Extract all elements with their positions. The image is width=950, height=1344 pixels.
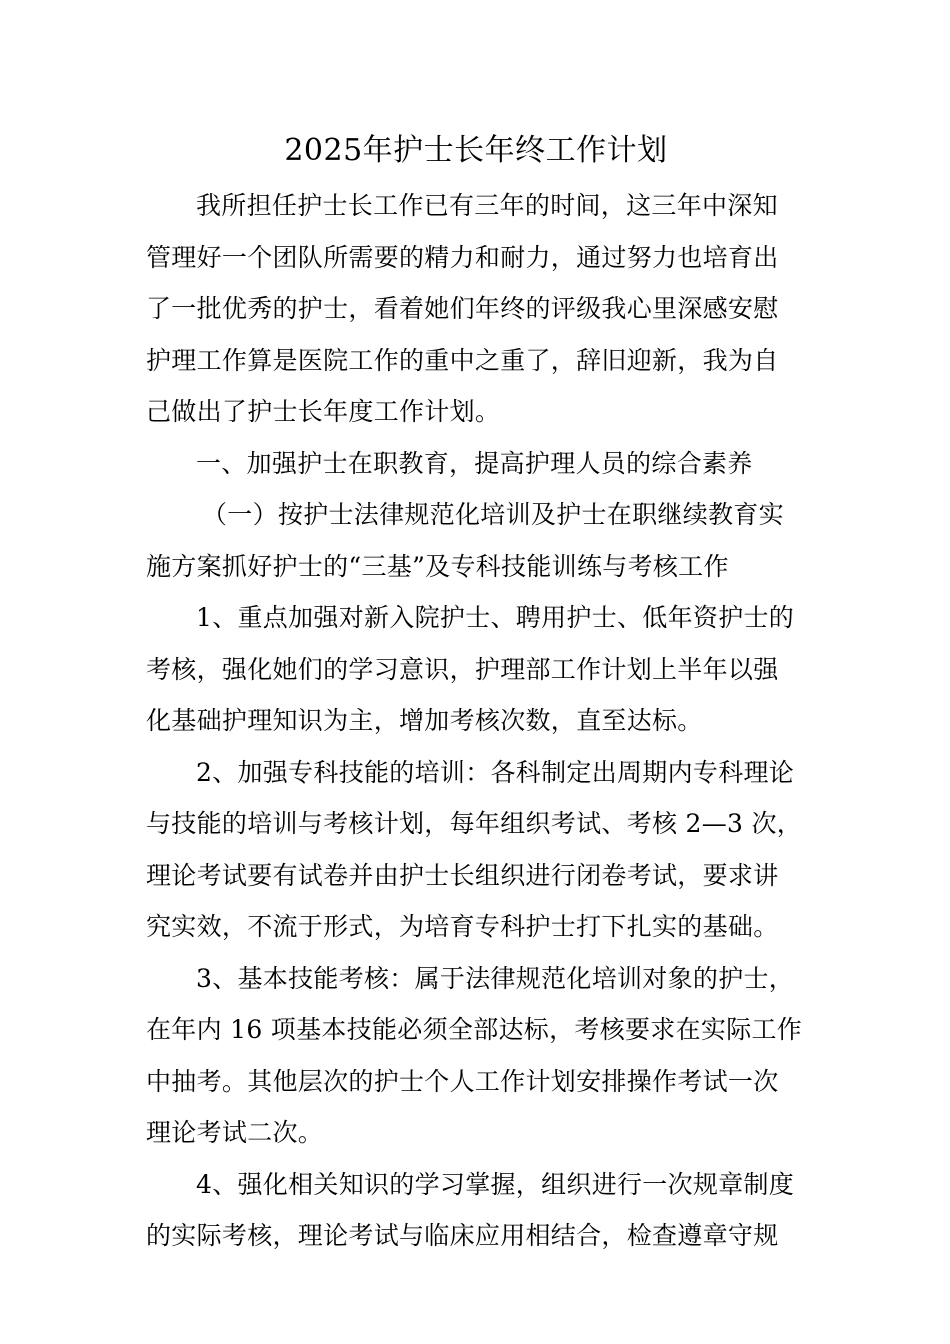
text-line: 护理工作算是医院工作的重中之重了，辞旧迎新，我为自 xyxy=(146,345,779,375)
section-heading-1 xyxy=(146,438,806,490)
text-line: 管理好一个团队所需要的精力和耐力，通过努力也培育出 xyxy=(146,242,779,272)
text-line: 1、重点加强对新入院护士、聘用护士、低年资护士的 xyxy=(196,603,795,632)
text-line: 中抽考。其他层次的护士个人工作计划安排操作考试一次 xyxy=(146,1066,779,1096)
paragraph-item-3 xyxy=(146,953,806,1159)
document-page xyxy=(146,128,806,1262)
text-line: 考核，强化她们的学习意识，护理部工作计划上半年以强 xyxy=(146,654,779,684)
paragraph-item-4 xyxy=(146,1159,806,1262)
subsection-heading-1 xyxy=(146,489,806,592)
text-line: 施方案抓好护士的“三基”及专科技能训练与考核工作 xyxy=(146,551,729,581)
text-line: 究实效，不流于形式，为培育专科护士打下扎实的基础。 xyxy=(146,912,779,941)
text-line: 2、加强专科技能的培训：各科制定出周期内专科理论 xyxy=(196,757,795,787)
text-line: 3、基本技能考核：属于法律规范化培训对象的护士， xyxy=(196,963,795,993)
text-line: 一、加强护士在职教育，提高护理人员的综合素养 xyxy=(196,448,753,478)
paragraph-intro xyxy=(146,180,806,438)
text-line: 己做出了护士长年度工作计划。 xyxy=(146,397,501,426)
text-line: （一）按护士法律规范化培训及护士在职继续教育实 xyxy=(202,500,784,529)
text-line: 理论考试二次。 xyxy=(146,1118,324,1147)
paragraph-item-2 xyxy=(146,747,806,953)
text-line: 与技能的培训与考核计划，每年组织考试、考核 2—3 次， xyxy=(146,809,803,838)
document-title: 2025年护士长年终工作计划 xyxy=(284,133,668,168)
text-line: 化基础护理知识为主，增加考核次数，直至达标。 xyxy=(146,706,703,735)
text-line: 了一批优秀的护士，看着她们年终的评级我心里深感安慰 xyxy=(146,294,779,323)
text-line: 的实际考核，理论考试与临床应用相结合，检查遵章守规 xyxy=(146,1221,779,1250)
text-line: 在年内 16 项基本技能必须全部达标，考核要求在实际工作 xyxy=(146,1015,803,1044)
text-line: 我所担任护士长工作已有三年的时间，这三年中深知 xyxy=(196,191,778,220)
text-line: 4、强化相关知识的学习掌握，组织进行一次规章制度 xyxy=(196,1169,795,1199)
paragraph-item-1 xyxy=(146,592,806,747)
text-line: 理论考试要有试卷并由护士长组织进行闭卷考试，要求讲 xyxy=(146,860,779,890)
